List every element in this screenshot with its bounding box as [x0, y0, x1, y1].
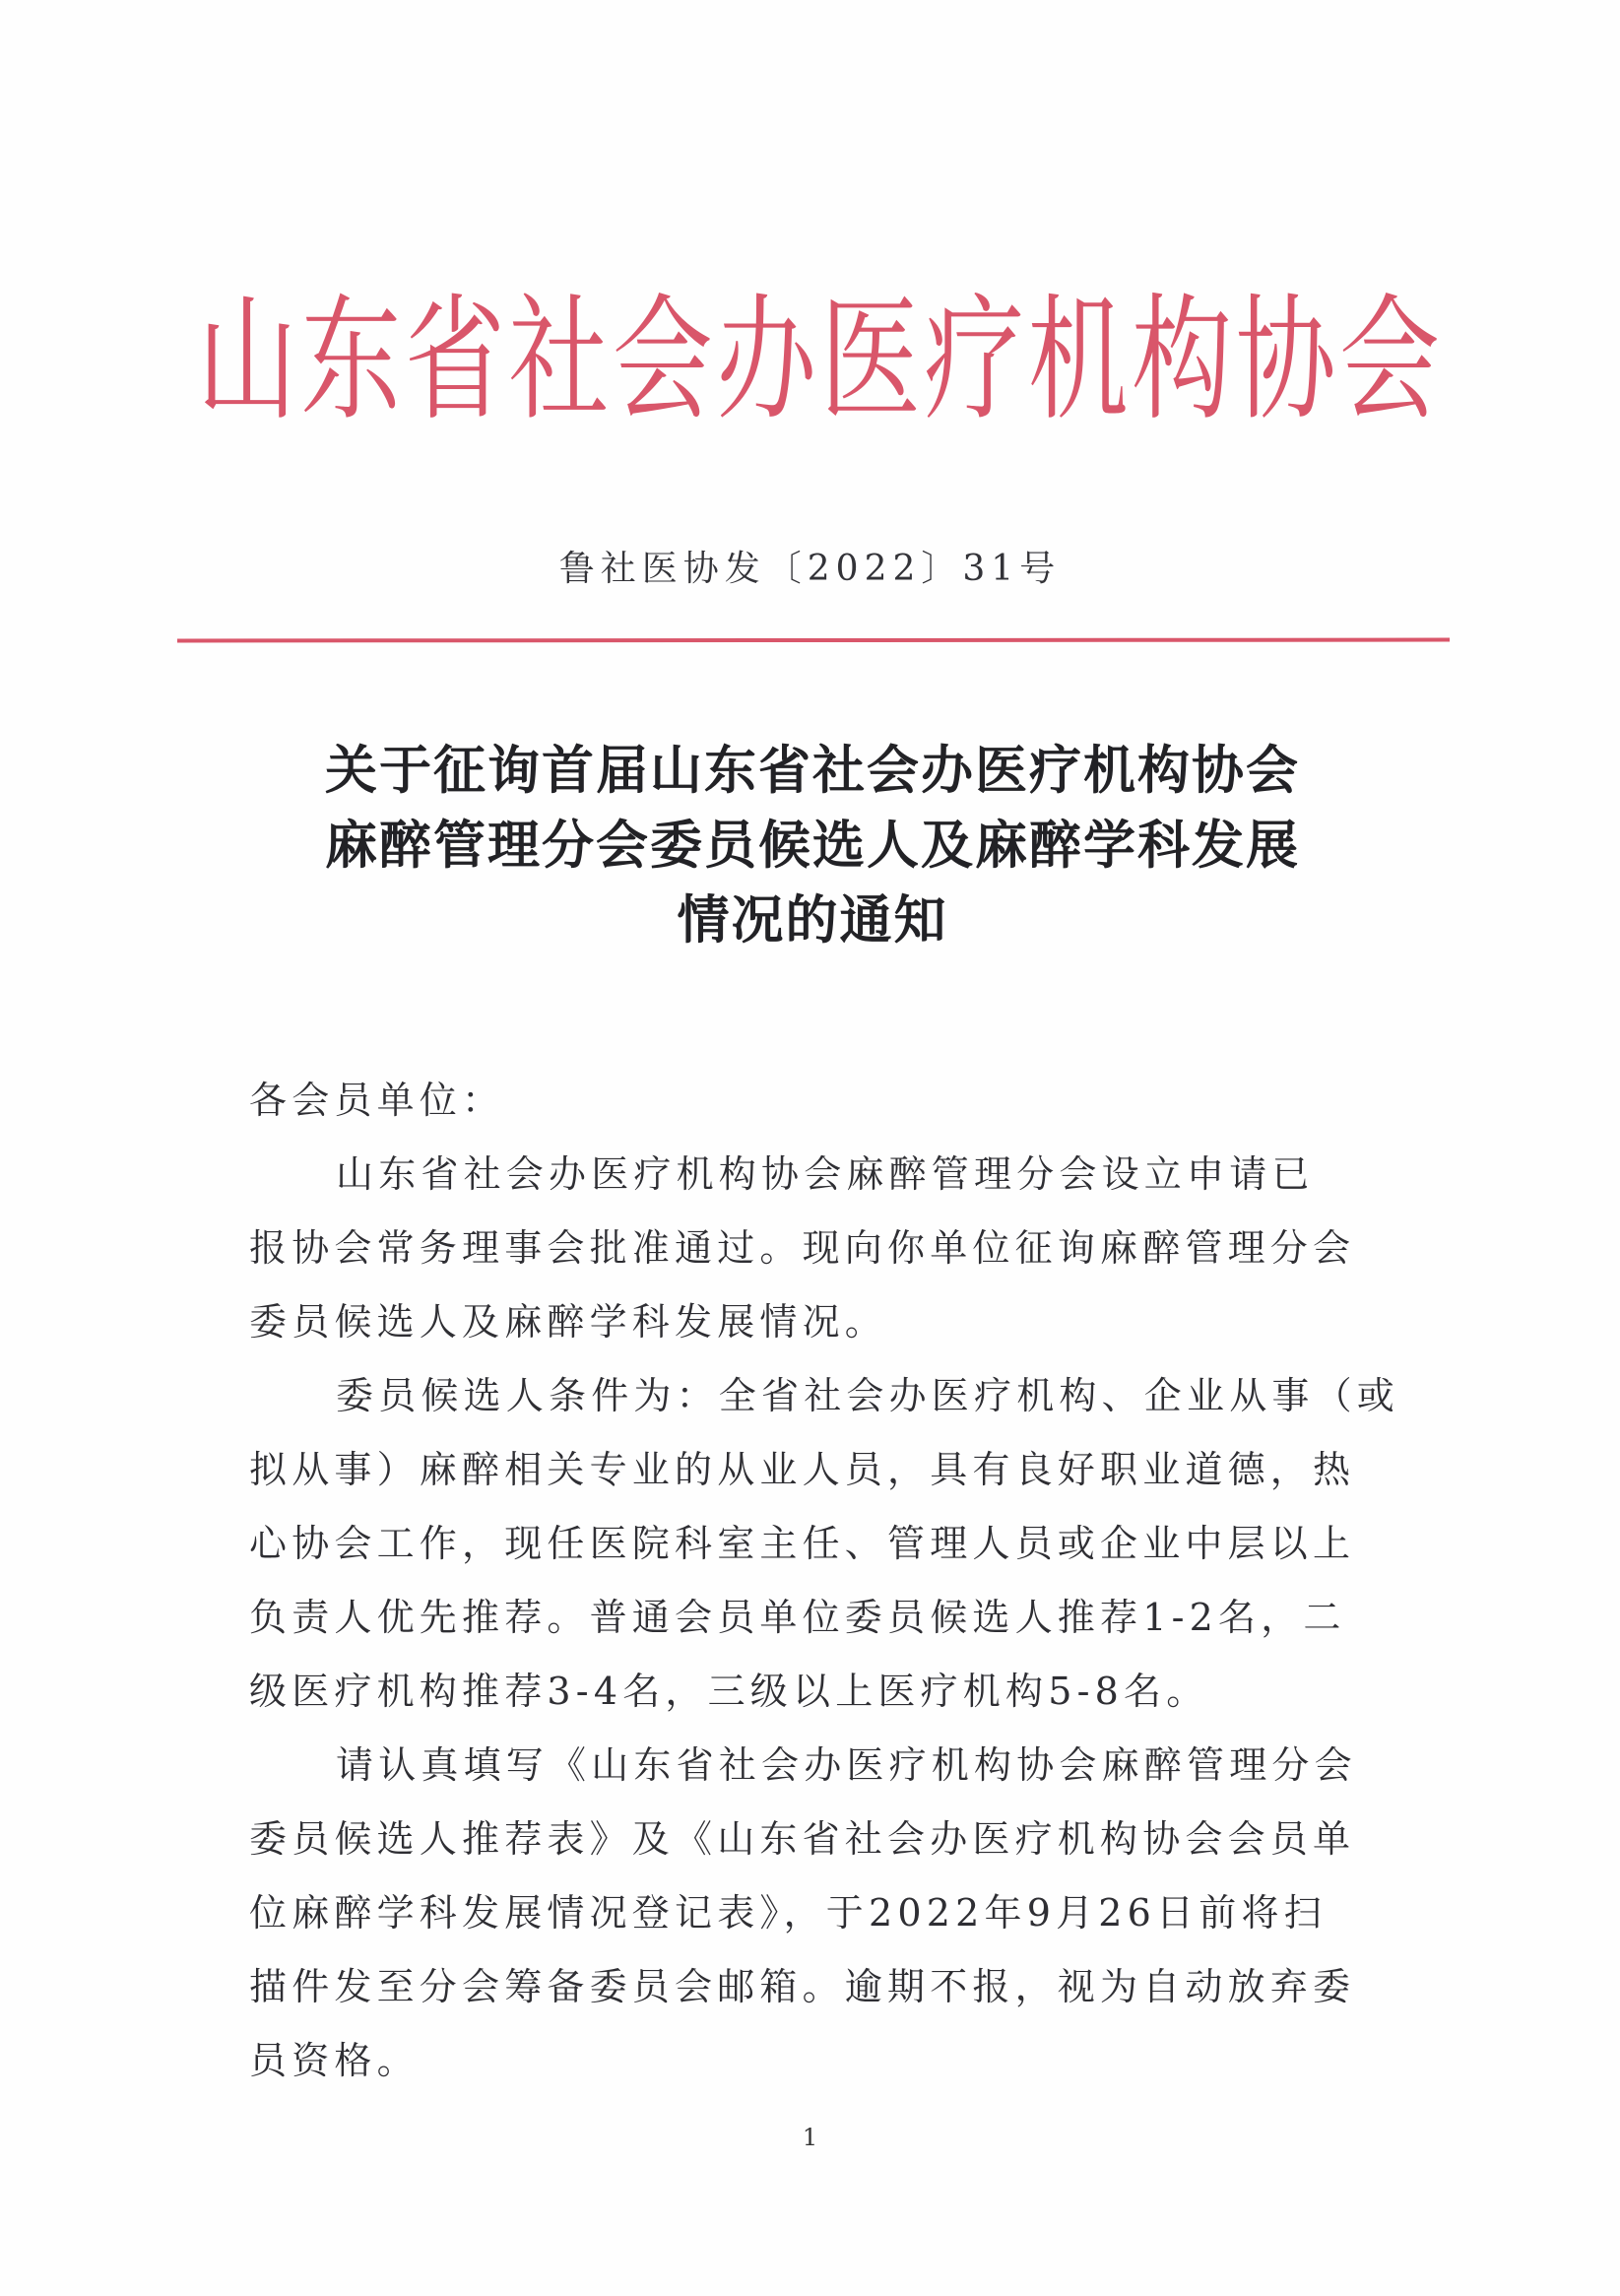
org-header-char: 疗	[924, 282, 1025, 440]
notice-title	[246, 734, 1379, 958]
paragraph-candidate-criteria	[249, 1359, 1400, 1729]
paragraph-line: 报协会常务理事会批准通过。现向你单位征询麻醉管理分会	[249, 1226, 1356, 1270]
paragraph-line: 山东省社会办医疗机构协会麻醉管理分会设立申请已	[336, 1152, 1315, 1196]
org-header-char: 协	[1235, 282, 1336, 440]
paragraph-line: 委员候选人及麻醉学科发展情况。	[249, 1300, 888, 1344]
page-number: 1	[802, 2124, 818, 2151]
paragraph-line: 位麻醉学科发展情况登记表》，于2022年9月26日前将扫	[249, 1891, 1327, 1935]
document-number: 鲁社医协发〔2022〕31号	[558, 549, 1062, 589]
paragraph-line: 委员候选人推荐表》及《山东省社会办医疗机构协会会员单	[249, 1817, 1356, 1861]
paragraph-submission-instructions	[249, 1729, 1382, 2098]
red-divider-line	[177, 638, 1450, 643]
paragraph-line: 请认真填写《山东省社会办医疗机构协会麻醉管理分会	[336, 1743, 1357, 1787]
org-header-char: 机	[1027, 282, 1129, 440]
org-header-char: 会	[612, 282, 713, 440]
title-line: 麻醉管理分会委员候选人及麻醉学科发展	[325, 816, 1300, 876]
paragraph-line: 委员候选人条件为：全省社会办医疗机构、企业从事（或	[336, 1374, 1400, 1417]
org-header-char: 构	[1132, 282, 1233, 440]
org-header-char: 东	[300, 282, 402, 440]
org-header-char: 办	[716, 282, 817, 440]
paragraph-approval	[249, 1138, 1382, 1359]
org-header-char: 省	[404, 282, 505, 440]
org-header-char: 社	[508, 282, 610, 440]
paragraph-line: 描件发至分会筹备委员会邮箱。逾期不报，视为自动放弃委	[249, 1965, 1356, 2008]
paragraph-line: 拟从事）麻醉相关专业的从业人员，具有良好职业道德，热	[249, 1448, 1356, 1491]
title-line: 关于征询首届山东省社会办医疗机构协会	[325, 741, 1300, 801]
paragraph-line: 心协会工作，现任医院科室主任、管理人员或企业中层以上	[249, 1522, 1356, 1565]
paragraph-line: 级医疗机构推荐3-4名，三级以上医疗机构5-8名。	[249, 1670, 1209, 1713]
paragraph-line: 负责人优先推荐。普通会员单位委员候选人推荐1-2名，二	[249, 1596, 1346, 1639]
org-header-char: 会	[1338, 282, 1440, 440]
notice-body	[249, 1064, 1400, 2098]
org-header-char: 山	[197, 282, 297, 440]
organization-header	[197, 248, 1440, 475]
paragraph-line: 员资格。	[249, 2039, 420, 2082]
salutation: 各会员单位：	[249, 1079, 505, 1122]
title-line: 情况的通知	[677, 890, 948, 951]
org-header-char: 医	[819, 282, 921, 440]
